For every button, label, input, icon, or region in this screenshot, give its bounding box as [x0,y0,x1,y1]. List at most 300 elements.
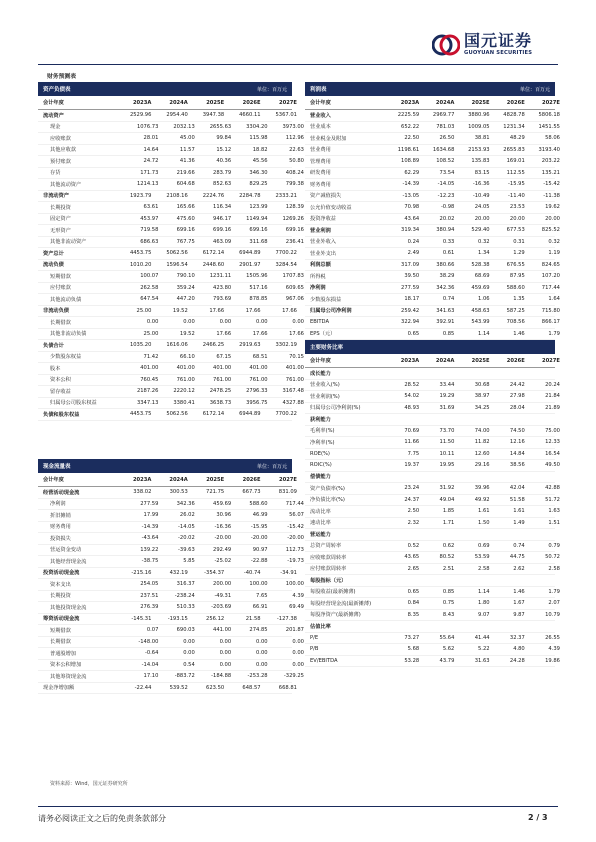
row-value: 967.06 [285,296,304,303]
row-value: 0.65 [407,330,420,337]
row-value: 1.79 [548,330,560,337]
table-row [305,472,555,484]
row-value: 28.52 [404,381,420,388]
row-value: 274.85 [249,627,268,634]
row-value: 359.24 [176,284,195,291]
row-value: 1231.11 [209,273,232,280]
row-value: 262.58 [140,284,159,291]
table-header-row [38,473,297,487]
row-value: 831.09 [278,489,297,496]
row-value: 73.54 [439,169,455,176]
row-value: 852.63 [213,181,232,188]
row-label: 流动资产 [43,112,64,119]
row-label: 净利率(%) [310,439,335,446]
row-value: 62.29 [404,169,420,176]
row-value: 26.50 [439,135,455,142]
row-value: -40.74 [243,569,261,576]
row-value: 1.46 [513,330,525,337]
row-label: 少数股东权益 [50,354,82,361]
row-label: 财务费用 [310,181,331,188]
row-value: -14.05 [437,181,455,188]
row-value: 12.16 [509,439,525,446]
row-value: 51.58 [509,496,525,503]
row-value: 1.71 [442,519,455,526]
row-value: 1.34 [478,250,490,257]
table-row [305,437,560,449]
row-value: 24.28 [509,657,525,664]
table-row [305,575,555,587]
table-title-bar [305,82,555,96]
row-value: -0.64 [144,650,159,657]
row-value: 10.11 [439,450,455,457]
row-value: 139.22 [140,546,159,553]
row-value: 0.24 [407,238,420,245]
row-label: 净利润 [310,285,326,292]
row-value: 39.50 [404,273,420,280]
table-title-bar [38,82,292,96]
row-label: 其他非流动负债 [50,331,87,338]
row-label: 每股经营现金流(最新摊薄) [310,600,372,607]
row-value: 2.32 [407,519,420,526]
row-value: 25.00 [136,307,152,314]
row-label: 资产负债率(%) [310,485,345,492]
row-value: 0.00 [219,650,232,657]
table-row [305,644,560,656]
table-row [38,294,304,306]
table-row [305,414,555,426]
table-title-bar [305,340,555,354]
row-value: 292.49 [213,546,232,553]
table-unit: 单位：百万元 [256,86,287,93]
row-value: -14.39 [141,523,159,530]
table-row [305,110,560,122]
row-value: 401.00 [213,365,232,372]
row-value: 2284.78 [239,192,261,199]
row-value: 87.95 [509,273,525,280]
row-value: 71.42 [143,353,159,360]
row-value: 70.69 [404,427,420,434]
row-value: 946.17 [213,215,232,222]
row-value: 236.41 [285,238,304,245]
row-value: -19.73 [287,558,304,565]
row-label: 筹资活动现金流 [43,616,80,623]
row-value: 259.42 [401,307,420,314]
row-value: 715.80 [541,307,560,314]
row-value: 1076.73 [136,123,159,130]
row-value: 171.73 [140,169,159,176]
row-value: 34.25 [474,404,490,411]
row-value: 401.00 [140,365,159,372]
table-row [305,133,560,145]
row-value: 8.43 [442,611,455,618]
row-label: 营业收入 [310,112,331,119]
row-value: -11.40 [508,192,525,199]
row-value: 609.65 [285,284,304,291]
row-value: 5806.18 [538,112,560,119]
table-row [305,518,560,530]
row-value: 781.03 [436,123,455,130]
row-value: 112.55 [506,169,525,176]
row-label: 归属母公司股东权益 [50,400,97,407]
row-value: -25.02 [214,558,232,565]
table-row [305,306,560,318]
row-value: 38.97 [474,393,490,400]
table-row [305,633,560,645]
row-value: 1.51 [548,519,560,526]
row-value: 668.81 [278,684,297,691]
brand-logo [432,33,532,57]
row-value: -14.39 [402,181,420,188]
row-value: 256.12 [206,615,225,622]
row-value: 2224.76 [202,192,225,199]
row-value: 866.17 [541,319,560,326]
table-row [38,271,304,283]
row-value: 46.99 [252,512,268,519]
row-value: 793.69 [213,296,232,303]
table-row [38,340,297,352]
row-value: 3284.54 [275,261,297,268]
row-value: 0.00 [256,650,268,657]
row-value: 1009.05 [468,123,490,130]
row-value: 824.65 [541,261,560,268]
row-label: 资产总计 [43,250,64,257]
row-value: 3167.48 [282,388,304,395]
row-value: 4.80 [513,646,525,653]
row-value: 135.83 [471,158,490,165]
row-value: 0.79 [548,542,560,549]
row-value: 1.06 [478,296,490,303]
row-value: 799.38 [285,181,304,188]
row-value: 699.16 [249,227,268,234]
row-value: 543.99 [471,319,490,326]
row-value: 0.84 [407,600,420,607]
row-value: 17.66 [282,307,297,314]
row-value: 342.36 [436,284,455,291]
row-value: 19.95 [439,462,455,469]
row-value: 1596.54 [166,261,188,268]
row-value: 1.63 [548,508,560,515]
row-value: 761.00 [285,376,304,383]
row-value: 0.07 [146,627,159,634]
row-value: 1923.79 [129,192,152,199]
row-label: 营业成本 [310,124,331,131]
row-value: 28.01 [143,135,159,142]
row-value: 0.74 [513,542,525,549]
row-value: 17.66 [252,330,268,337]
table-row [38,591,304,603]
row-value: 100.07 [140,273,159,280]
row-label: 预付账款 [50,158,71,165]
income-statement-table [305,82,560,340]
row-value: 2.58 [548,565,560,572]
row-value: 676.55 [506,261,525,268]
row-value: 2187.26 [136,388,159,395]
row-value: 44.75 [509,554,525,561]
header-year: 2023A [400,99,420,106]
footer-rule [38,806,558,807]
row-value: 5.22 [478,646,490,653]
row-label: 投资活动现金流 [43,570,80,577]
header-year: 2024A [169,476,188,483]
row-value: 66.10 [179,353,195,360]
table-row [305,168,560,180]
row-value: 1035.20 [129,342,152,349]
row-value: 28.04 [509,404,525,411]
table-row [38,237,304,249]
table-row [305,179,560,191]
row-value: 1214.13 [136,181,159,188]
row-value: 3347.13 [136,399,159,406]
table-row [305,248,560,260]
row-value: 1616.06 [166,342,188,349]
row-value: 0.33 [442,238,455,245]
row-value: 761.00 [249,376,268,383]
row-value: 50.72 [545,554,560,561]
table-row [305,483,560,495]
row-value: 761.00 [213,376,232,383]
row-value: 1.50 [478,519,490,526]
table-unit: 单位：百万元 [256,463,287,470]
row-label: 少数股东损益 [310,296,342,303]
table-row [38,409,297,421]
row-label: 流动负债 [43,262,64,269]
row-label: 毛利率(%) [310,428,335,435]
row-value: 8.35 [407,611,420,618]
row-label: 负债合计 [43,342,64,349]
table-row [305,403,560,415]
row-label: 速动比率 [310,520,331,527]
row-value: 20.00 [509,215,525,222]
row-value: 686.63 [140,238,159,245]
row-value: 2333.21 [275,192,297,199]
row-value: 2655.83 [503,146,525,153]
header-label: 会计年度 [310,100,331,106]
table-row [38,329,304,341]
row-value: 55.64 [439,634,455,641]
row-value: 7.75 [407,450,420,457]
row-value: 39.96 [474,485,490,492]
row-value: 0.54 [183,661,195,668]
row-value: 517.16 [249,284,268,291]
table-row [38,352,304,364]
table-row [38,683,297,695]
row-value: 48.93 [404,404,420,411]
row-value: -15.42 [543,181,560,188]
row-value: 32.37 [509,634,525,641]
row-value: -13.05 [402,192,420,199]
row-value: -34.91 [280,569,297,576]
table-header-row [38,96,297,110]
row-value: 0.00 [183,650,195,657]
table-row [38,214,304,226]
row-value: 719.58 [140,227,159,234]
row-value: 277.59 [140,500,159,507]
row-value: 3380.41 [173,399,195,406]
row-value: 2220.12 [173,388,195,395]
row-value: 1.80 [478,600,490,607]
table-row [38,398,304,410]
row-value: 6944.89 [239,250,261,257]
row-value: 0.74 [442,296,455,303]
row-value: 40.36 [216,158,232,165]
balance-sheet-table [38,82,304,421]
table-row [305,380,560,392]
row-value: 3973.00 [282,123,304,130]
row-label: 净负债比率(%) [310,497,345,504]
logo-emblem-icon [432,33,460,57]
table-title: 现金流量表 [43,464,71,470]
row-value: 3956.75 [246,399,268,406]
row-value: 11.66 [404,439,420,446]
row-label: 其他流动负债 [50,296,82,303]
row-value: 401.00 [285,365,304,372]
row-value: 43.65 [404,554,420,561]
row-value: 0.00 [256,661,268,668]
row-value: 529.40 [471,227,490,234]
row-value: 43.64 [404,215,420,222]
row-label: 其他流动资产 [50,181,82,188]
row-value: 0.00 [219,661,232,668]
row-value: 73.70 [439,427,455,434]
row-label: 研发费用 [310,170,331,177]
table-row [38,306,297,318]
row-value: 5.68 [407,646,420,653]
row-value: 4660.11 [239,112,261,119]
row-value: 338.02 [133,489,152,496]
table-row [38,522,304,534]
header-year: 2026E [242,99,261,106]
row-label: 营运资金变动 [50,547,82,554]
table-row [305,610,560,622]
row-value: 1010.20 [129,261,152,268]
header-year: 2023A [400,357,420,364]
page-number: 2 / 3 [528,813,548,822]
row-value: 29.16 [474,462,490,469]
row-label: 每股收益(最新摊薄) [310,589,356,596]
row-value: 115.98 [249,135,268,142]
row-value: 17.10 [143,673,159,680]
row-value: 0.32 [548,238,560,245]
row-value: 30.68 [474,381,490,388]
row-value: 0.00 [183,638,195,645]
row-value: 169.01 [506,158,525,165]
row-value: 459.69 [213,500,232,507]
row-value: 2.49 [407,250,420,257]
row-value: 0.00 [292,638,304,645]
row-value: 112.73 [285,546,304,553]
row-value: 0.61 [442,250,455,257]
row-value: 408.24 [285,169,304,176]
row-value: -10.49 [472,192,490,199]
row-value: 108.52 [436,158,455,165]
row-label: 营运能力 [310,531,331,538]
row-value: 83.15 [474,169,490,176]
header-year: 2026E [242,476,261,483]
row-value: 24.37 [404,496,420,503]
row-value: 423.80 [213,284,232,291]
header-year: 2027E [541,99,560,106]
row-value: 19.37 [404,462,420,469]
row-value: 18.82 [252,146,268,153]
row-value: 761.00 [176,376,195,383]
table-row [305,202,560,214]
row-label: 管理费用 [310,158,331,165]
row-value: -193.15 [167,615,188,622]
brand-name-en: GUOYUAN SECURITIES [464,50,533,57]
row-value: 319.34 [401,227,420,234]
row-label: 其他筹资现金流 [50,673,87,680]
row-value: 539.52 [169,684,188,691]
table-header-row [305,354,560,368]
row-value: 277.59 [401,284,420,291]
row-value: 717.44 [285,500,304,507]
row-value: 0.62 [442,542,455,549]
row-value: 11.57 [179,146,195,153]
row-label: EV/EBITDA [310,657,338,664]
table-row [305,529,555,541]
row-label: 长期借款 [50,319,71,326]
row-value: 0.00 [146,319,159,326]
row-value: 1707.83 [282,273,304,280]
row-value: 4.39 [292,592,304,599]
row-value: 3947.38 [202,112,225,119]
row-value: 721.75 [206,489,225,496]
row-value: 587.25 [506,307,525,314]
row-label: 应收账款 [50,135,71,142]
row-value: 58.06 [545,135,560,142]
row-value: 53.59 [474,554,490,561]
source-note: 资料来源：Wind，国元证券研究所 [50,781,128,787]
row-value: 200.00 [213,581,232,588]
row-value: 27.98 [509,393,525,400]
row-value: 26.02 [179,512,195,519]
row-value: 17.66 [209,307,225,314]
header-year: 2027E [541,357,560,364]
row-label: 营业外支出 [310,250,336,257]
row-label: 所得税 [310,273,326,280]
row-label: 营业费用 [310,147,331,154]
row-value: 1634.68 [432,146,455,153]
table-row [38,671,304,683]
row-label: 偿债能力 [310,474,331,481]
table-row [38,499,304,511]
row-value: 14.64 [143,146,159,153]
table-row [38,248,297,260]
row-value: 19.62 [545,204,560,211]
row-value: 652.22 [401,123,420,130]
table-header-row [305,96,560,110]
row-value: 203.22 [541,158,560,165]
row-value: -20.00 [287,535,304,542]
row-value: 20.24 [545,381,560,388]
row-value: 3302.19 [275,342,297,349]
row-label: 流动比率 [310,508,331,515]
row-value: 2.07 [548,600,560,607]
table-row [305,294,560,306]
row-value: 50.80 [289,158,304,165]
row-value: 2796.33 [246,388,268,395]
row-value: 3304.20 [246,123,268,130]
row-value: 878.85 [249,296,268,303]
row-value: 5062.56 [166,411,188,418]
row-label: 其他投资现金流 [50,604,87,611]
row-value: 4453.75 [129,250,152,257]
table-row [38,202,304,214]
row-value: 2.58 [478,565,490,572]
row-value: 12.33 [545,439,560,446]
table-row [305,191,560,203]
row-value: 311.68 [249,238,268,245]
